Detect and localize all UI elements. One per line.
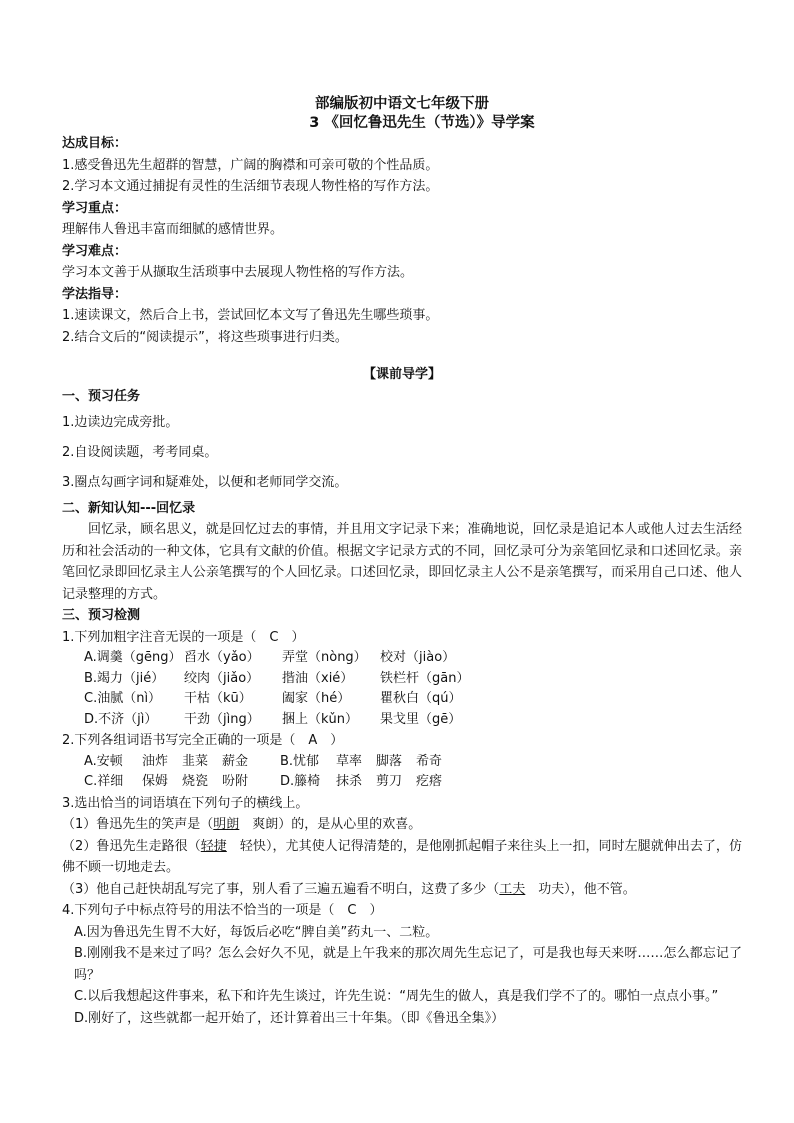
option-cell: 瞿秋白（qú） xyxy=(380,691,462,706)
q4-option: A.因为鲁迅先生胃不大好，每饭后必吃“脾自美”药丸一、二粒。 xyxy=(74,924,439,940)
option-cell: 疙瘩 xyxy=(416,774,443,789)
goals-heading: 达成目标： xyxy=(62,136,128,151)
question-2: 2.下列各组词语书写完全正确的一项是（ A ） xyxy=(62,733,344,748)
option-cell: 绞肉（jiǎo） xyxy=(184,670,260,686)
question-1: 1.下列加粗字注音无误的一项是（ C ） xyxy=(62,629,305,645)
option-cell: 希奇 xyxy=(416,753,443,769)
sentence-text: （2）鲁迅先生走路很（ xyxy=(62,838,201,854)
difficulty-heading: 学习难点： xyxy=(62,243,128,259)
option-cell: 脚落 xyxy=(376,753,403,769)
method-heading: 学法指导： xyxy=(62,286,128,302)
answer-word: 工夫 xyxy=(499,881,526,897)
sentence-text: （1）鲁迅先生的笑声是（ xyxy=(62,817,214,832)
option-cell: 铁栏杆（gān） xyxy=(380,670,470,686)
option-cell: 弄堂（nòng） xyxy=(282,650,367,665)
option-cell: D.籐椅 xyxy=(280,774,321,789)
option-cell: 草率 xyxy=(336,753,363,769)
q3-sentence-3 xyxy=(62,879,742,901)
task-heading: 一、预习任务 xyxy=(62,389,141,404)
document-page xyxy=(62,95,742,1029)
task-item: 3.圈点勾画字词和疑难处，以便和老师同学交流。 xyxy=(62,474,348,490)
task-item: 1.边读边完成旁批。 xyxy=(62,414,179,430)
option-cell: 烧瓷 xyxy=(182,774,209,789)
q1-option-row xyxy=(62,648,742,669)
sentence-text: （3）他自己赶快胡乱写完了事，别人看了三遍五遍看不明白，这费了多少（ xyxy=(62,881,500,897)
answer-word: 明朗 xyxy=(213,817,240,832)
q2-option-row xyxy=(62,752,742,773)
option-cell: 薪金 xyxy=(222,753,249,769)
q2-option-row xyxy=(62,772,742,793)
option-cell: 剪刀 xyxy=(376,774,403,789)
option-cell: A.安顿 xyxy=(84,753,123,769)
answer-word: 轻捷 xyxy=(200,838,227,854)
option-cell: 保姆 xyxy=(142,774,169,789)
question-4: 4.下列句子中标点符号的用法不恰当的一项是（ C ） xyxy=(62,903,383,918)
option-cell: 干劲（jìng） xyxy=(184,711,260,727)
goal-item: 1.感受鲁迅先生超群的智慧，广阔的胸襟和可亲可敬的个性品质。 xyxy=(62,157,439,173)
q3-sentence-1 xyxy=(62,814,742,836)
option-cell: B.忧郁 xyxy=(280,753,320,769)
option-cell: D.不济（jì） xyxy=(84,711,158,727)
knowledge-paragraph: 回忆录，顾名思义，就是回忆过去的事情，并且用文字记录下来；准确地说，回忆录是追记本人或他人过去生活经历和社会活动的一种文体，它具有文献的价值。根据文字记录方式的不同，回忆录可分为亲笔回忆录和口述回忆录。亲笔回忆录即回忆录主人公亲笔撰写的个人回忆录。口述回忆录，即回忆录主人公不是亲笔撰写，而采用自己口述、他人记录整理的方式。 xyxy=(62,522,742,602)
difficulty-text: 学习本文善于从撷取生活琐事中去展现人物性格的写作方法。 xyxy=(62,265,414,280)
option-cell: 捆上（kǔn） xyxy=(282,711,359,727)
lesson-title: 3 《回忆鲁迅先生（节选）》导学案 xyxy=(309,115,535,131)
q4-option: D.刚好了，这些就都一起开始了，还计算着出三十年集。（即《鲁迅全集》） xyxy=(74,1010,505,1026)
key-heading: 学习重点： xyxy=(62,200,128,216)
method-item: 1.速读课文，然后合上书，尝试回忆本文写了鲁迅先生哪些琐事。 xyxy=(62,308,439,323)
q3-sentence-2 xyxy=(62,836,742,879)
method-item: 2.结合文后的“阅读提示”，将这些琐事进行归类。 xyxy=(62,329,348,345)
q4-option: B.刚刚我不是来过了吗？怎么会好久不见，就是上午我来的那次周先生忘记了，可是我也每天来呀……怎么都忘记了吗？ xyxy=(74,946,742,983)
option-cell: 阖家（hé） xyxy=(282,691,351,706)
knowledge-heading: 二、新知认知---回忆录 xyxy=(62,500,196,516)
section-heading: 【课前导学】 xyxy=(362,367,441,382)
q1-option-row xyxy=(62,689,742,710)
test-heading: 三、预习检测 xyxy=(62,608,141,623)
task-item: 2.自设阅读题，考考同桌。 xyxy=(62,444,218,460)
option-cell: 韭菜 xyxy=(182,753,209,769)
sentence-text: 爽朗）的，是从心里的欢喜。 xyxy=(239,817,422,832)
q1-option-row xyxy=(62,710,742,731)
option-cell: 校对（jiào） xyxy=(380,650,456,665)
option-cell: C.祥细 xyxy=(84,774,124,789)
option-cell: B.竭力（jié） xyxy=(84,670,165,686)
question-3: 3.选出恰当的词语填在下列句子的横线上。 xyxy=(62,795,309,811)
key-text: 理解伟人鲁迅丰富而细腻的感情世界。 xyxy=(62,222,284,237)
sentence-text: 功夫），他不管。 xyxy=(525,881,636,897)
option-cell: 揩油（xié） xyxy=(282,670,354,686)
option-cell: 果戈里（gē） xyxy=(380,711,462,727)
sentence-text: 轻快），尤其使人记得清楚的，是他刚抓起帽子来往头上一扣，同时左腿就伸出去了，仿佛不顾一切地走去。 xyxy=(62,838,742,875)
option-cell: 吩附 xyxy=(222,774,249,789)
option-cell: 干枯（kū） xyxy=(184,691,252,706)
option-cell: 油炸 xyxy=(142,753,169,769)
option-cell: A.调羹（gēng） xyxy=(84,650,182,665)
option-cell: 抹杀 xyxy=(336,774,363,789)
q1-option-row xyxy=(62,669,742,690)
goal-item: 2.学习本文通过捕捉有灵性的生活细节表现人物性格的写作方法。 xyxy=(62,179,439,194)
option-cell: 舀水（yǎo） xyxy=(184,650,260,665)
document-title: 部编版初中语文七年级下册 xyxy=(315,96,489,112)
option-cell: C.油腻（nì） xyxy=(84,691,162,706)
q4-option: C.以后我想起这件事来，私下和许先生谈过，许先生说：“周先生的做人，真是我们学不了的。哪怕一点点小事。” xyxy=(74,989,719,1004)
